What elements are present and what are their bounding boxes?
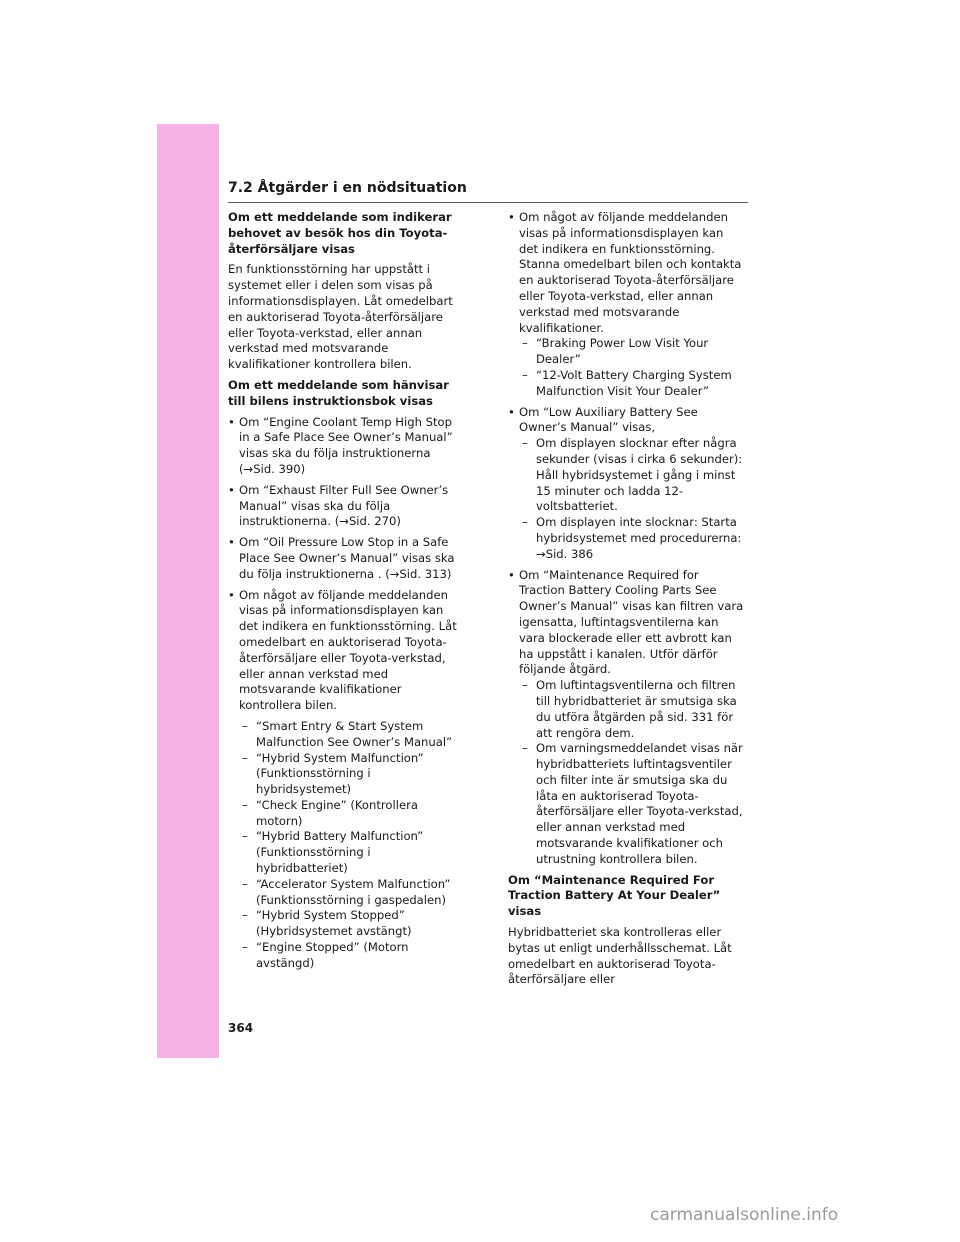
paragraph-dealer-visit: En funktionsstörning har uppstått i systemet eller i delen som visas på informationsdisplayen. Låt omedelbart en auktoriserad Toyota-återförsäljare eller Toyota-verkstad, eller annan verkstad med motsvarande kvalifikationer kontrollera bilen. (228, 262, 453, 372)
bullet-marker: • (228, 414, 235, 429)
bullet-marker: • (228, 482, 235, 497)
bullet-item (228, 535, 466, 582)
heading-owners-manual: Om ett meddelande som hänvisar till bilens instruktionsbok visas (228, 377, 449, 408)
paragraph-traction-battery: Hybridbatteriet ska kontrolleras eller bytas ut enligt underhållsschemat. Låt omedelbart en auktoriserad Toyota-återförsäljare eller (508, 925, 732, 987)
dash-marker: – (242, 908, 248, 923)
dash-marker: – (242, 797, 248, 812)
bullet-text: Om “Engine Coolant Temp High Stop in a Safe Place See Owner’s Manual” visas ska du följa instruktionerna (→Sid. 390) (239, 414, 453, 476)
sub-item (519, 436, 746, 515)
section-title: 7.2 Åtgärder i en nödsituation (228, 180, 467, 196)
bullet-item (228, 483, 466, 530)
sub-item-text: “Hybrid System Malfunction” (Funktionsstörning i hybridsystemet) (256, 750, 424, 797)
sub-item (228, 719, 466, 751)
sub-item (228, 908, 466, 940)
sub-item (228, 751, 466, 798)
section-header (228, 178, 748, 203)
sub-item-text: Om varningsmeddelandet visas när hybridbatteriets luftintagsventiler och filter inte är smutsiga ska du låta en auktoriserad Toyota-återförsäljare eller Toyota-verkstad, eller annan verkstad med motsvarande kvalifikationer och utrustning kontrollera bilen. (536, 741, 743, 866)
dash-marker: – (522, 436, 528, 451)
bullet-item (508, 405, 746, 563)
bullet-marker: • (228, 535, 235, 550)
bullet-text: Om “Maintenance Required for Traction Battery Cooling Parts See Owner’s Manual” visas kan filtren vara igensatta, luftintagsventilerna kan vara blockerade eller ett avbrott kan ha uppstått i kanalen. Utför därför följande åtgärd. (519, 567, 744, 677)
dash-marker: – (522, 336, 528, 351)
dash-marker: – (242, 718, 248, 733)
sub-item-text: Om displayen inte slocknar: Starta hybridsystemet med procedurerna: →Sid. 386 (536, 515, 742, 561)
watermark-text: carmanualsonline.info (650, 1205, 839, 1225)
sub-item-text: “12-Volt Battery Charging System Malfunction Visit Your Dealer” (536, 367, 732, 398)
bullet-marker: • (228, 587, 235, 602)
sub-item (228, 877, 466, 909)
bullet-text: Om något av följande meddelanden visas på informationsdisplayen kan det indikera en funktionsstörning. Låt omedelbart en auktoriserad Toyota-återförsäljare eller Toyota-verkstad, eller annan verkstad med motsvarande kvalifikationer kontrollera bilen. (239, 587, 457, 713)
sub-item-text: “Check Engine” (Kontrollera motorn) (256, 797, 418, 828)
dash-marker: – (522, 367, 528, 382)
bullet-item (508, 568, 746, 868)
right-column (508, 210, 746, 993)
sub-item (228, 829, 466, 876)
sub-item (519, 515, 746, 562)
sub-item (519, 741, 746, 867)
sub-item (519, 368, 746, 400)
dash-marker: – (522, 741, 528, 756)
page-number: 364 (228, 1021, 254, 1035)
section-tab-sidebar (157, 124, 219, 1058)
left-column (228, 210, 466, 972)
sub-item-text: “Accelerator System Malfunction” (Funktionsstörning i gaspedalen) (256, 876, 451, 907)
sub-item (228, 798, 466, 830)
bullet-text: Om “Oil Pressure Low Stop in a Safe Place See Owner’s Manual” visas ska du följa instruktionerna . (→Sid. 313) (239, 535, 455, 581)
sub-item-text: “Engine Stopped” (Motorn avstängd) (256, 940, 409, 970)
sub-item-text: “Smart Entry & Start System Malfunction See Owner’s Manual” (256, 718, 453, 749)
bullet-marker: • (508, 404, 515, 419)
dash-marker: – (522, 678, 528, 693)
heading-traction-battery: Om “Maintenance Required For Traction Battery At Your Dealer” visas (508, 872, 721, 919)
bullet-item (228, 588, 466, 714)
bullet-item (228, 415, 466, 478)
sub-item (228, 940, 466, 972)
dash-marker: – (242, 829, 248, 844)
bullet-text: Om något av följande meddelanden visas på informationsdisplayen kan det indikera en funktionsstörning. Stanna omedelbart bilen och kontakta en auktoriserad Toyota-återförsäljare eller Toyota-verkstad, eller annan verkstad med motsvarande kvalifikationer. (519, 210, 742, 335)
heading-dealer-visit: Om ett meddelande som indikerar behovet av besök hos din Toyota-återförsäljare visas (228, 210, 452, 256)
bullet-item (508, 210, 746, 400)
bullet-text: Om “Exhaust Filter Full See Owner’s Manual” visas ska du följa instruktionerna. (→Sid. 270) (239, 482, 449, 529)
sub-item-text: “Hybrid System Stopped” (Hybridsystemet avstängt) (256, 908, 412, 939)
sub-item-text: “Braking Power Low Visit Your Dealer” (536, 336, 709, 367)
sub-item (519, 678, 746, 741)
bullet-marker: • (508, 210, 515, 224)
sub-item-text: Om luftintagsventilerna och filtren till hybridbatteriet är smutsiga ska du utföra åtgärden på sid. 331 för att rengöra dem. (536, 678, 737, 740)
sub-item-text: “Hybrid Battery Malfunction” (Funktionsstörning i hybridbatteriet) (256, 829, 424, 876)
dash-marker: – (242, 876, 248, 891)
sub-item-text: Om displayen slocknar efter några sekunder (visas i cirka 6 sekunder): Håll hybridsystemet i gång i minst 15 minuter och ladda 12-voltsbatteriet. (536, 436, 743, 514)
bullet-marker: • (508, 567, 515, 582)
dash-marker: – (242, 750, 248, 765)
sub-item (519, 336, 746, 368)
bullet-text: Om “Low Auxiliary Battery See Owner’s Manual” visas, (519, 404, 698, 435)
dash-marker: – (242, 940, 248, 955)
dash-marker: – (522, 515, 528, 530)
